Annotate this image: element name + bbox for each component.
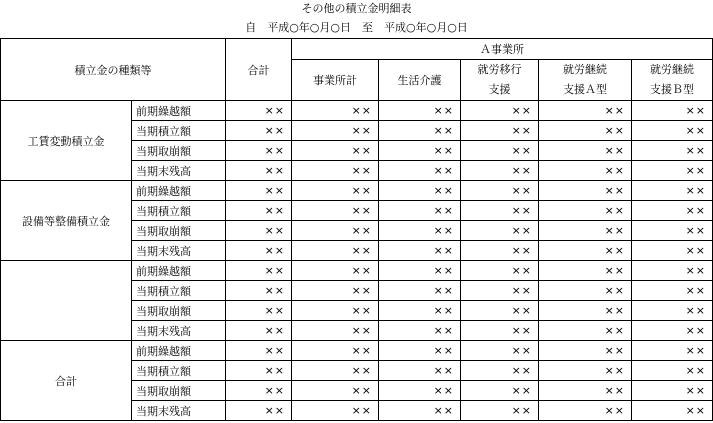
value-cell: ×× — [292, 361, 379, 381]
col-header-2 — [461, 60, 539, 101]
header-row-1 — [1, 39, 713, 60]
value-cell: ×× — [292, 181, 379, 201]
value-cell: ×× — [461, 181, 539, 201]
row-label: 前期繰越額 — [132, 101, 226, 121]
value-cell: ×× — [539, 141, 632, 161]
col-header-4 — [632, 60, 713, 101]
office-header: Ａ事業所 — [292, 39, 713, 60]
value-cell: ×× — [539, 221, 632, 241]
col-header-2-line2: 支援 — [488, 83, 511, 96]
value-cell: ×× — [461, 401, 539, 421]
value-cell: ×× — [461, 141, 539, 161]
row-label: 当期末残高 — [132, 241, 226, 261]
value-cell: ×× — [226, 301, 292, 321]
value-cell: ×× — [292, 321, 379, 341]
value-cell: ×× — [226, 181, 292, 201]
row-label: 当期取崩額 — [132, 381, 226, 401]
value-cell: ×× — [226, 321, 292, 341]
value-cell: ×× — [226, 161, 292, 181]
value-cell: ×× — [379, 301, 461, 321]
value-cell: ×× — [632, 381, 713, 401]
value-cell: ×× — [379, 181, 461, 201]
value-cell: ×× — [226, 101, 292, 121]
value-cell: ×× — [292, 141, 379, 161]
row-label: 当期積立額 — [132, 281, 226, 301]
value-cell: ×× — [539, 381, 632, 401]
value-cell: ×× — [379, 141, 461, 161]
total-header: 合計 — [226, 39, 292, 101]
value-cell: ×× — [379, 101, 461, 121]
value-cell: ×× — [226, 261, 292, 281]
value-cell: ×× — [461, 361, 539, 381]
value-cell: ×× — [379, 381, 461, 401]
value-cell: ×× — [539, 101, 632, 121]
value-cell: ×× — [632, 301, 713, 321]
value-cell: ×× — [292, 121, 379, 141]
value-cell: ×× — [292, 261, 379, 281]
value-cell: ×× — [461, 301, 539, 321]
row-label: 当期積立額 — [132, 201, 226, 221]
col-header-0: 事業所計 — [292, 60, 379, 101]
row-label: 当期取崩額 — [132, 141, 226, 161]
value-cell: ×× — [632, 101, 713, 121]
col-header-2-line1: 就労移行 — [477, 63, 522, 76]
value-cell: ×× — [539, 241, 632, 261]
value-cell: ×× — [539, 361, 632, 381]
value-cell: ×× — [632, 341, 713, 361]
value-cell: ×× — [632, 221, 713, 241]
value-cell: ×× — [379, 321, 461, 341]
table-row — [1, 181, 713, 201]
value-cell: ×× — [226, 121, 292, 141]
table-row — [1, 261, 713, 281]
value-cell: ×× — [539, 341, 632, 361]
value-cell: ×× — [539, 301, 632, 321]
value-cell: ×× — [292, 161, 379, 181]
value-cell: ×× — [632, 121, 713, 141]
value-cell: ×× — [226, 141, 292, 161]
value-cell: ×× — [292, 221, 379, 241]
value-cell: ×× — [292, 201, 379, 221]
value-cell: ×× — [632, 201, 713, 221]
reserve-detail-table — [0, 38, 713, 421]
value-cell: ×× — [461, 261, 539, 281]
value-cell: ×× — [379, 201, 461, 221]
value-cell: ×× — [539, 281, 632, 301]
period-line: 自 平成○年○月○日 至 平成○年○月○日 — [245, 21, 468, 34]
value-cell: ×× — [461, 281, 539, 301]
table-row — [1, 101, 713, 121]
row-label: 当期末残高 — [132, 401, 226, 421]
value-cell: ×× — [539, 201, 632, 221]
value-cell: ×× — [632, 261, 713, 281]
value-cell: ×× — [632, 241, 713, 261]
value-cell: ×× — [292, 281, 379, 301]
value-cell: ×× — [226, 401, 292, 421]
value-cell: ×× — [461, 321, 539, 341]
value-cell: ×× — [461, 241, 539, 261]
row-label: 当期取崩額 — [132, 221, 226, 241]
value-cell: ×× — [539, 261, 632, 281]
group-label — [1, 261, 132, 341]
value-cell: ×× — [226, 221, 292, 241]
value-cell: ×× — [292, 241, 379, 261]
col-header-1: 生活介護 — [379, 60, 461, 101]
value-cell: ×× — [379, 221, 461, 241]
group-label: 合計 — [1, 341, 132, 421]
value-cell: ×× — [379, 341, 461, 361]
row-label: 前期繰越額 — [132, 261, 226, 281]
value-cell: ×× — [379, 361, 461, 381]
value-cell: ×× — [226, 341, 292, 361]
value-cell: ×× — [226, 241, 292, 261]
group-label: 設備等整備積立金 — [1, 181, 132, 261]
group-label: 工賃変動積立金 — [1, 101, 132, 181]
value-cell: ×× — [461, 341, 539, 361]
value-cell: ×× — [539, 161, 632, 181]
value-cell: ×× — [226, 381, 292, 401]
row-label: 前期繰越額 — [132, 341, 226, 361]
value-cell: ×× — [379, 401, 461, 421]
value-cell: ×× — [461, 381, 539, 401]
value-cell: ×× — [226, 361, 292, 381]
value-cell: ×× — [292, 301, 379, 321]
col-header-3 — [539, 60, 632, 101]
value-cell: ×× — [632, 401, 713, 421]
value-cell: ×× — [379, 281, 461, 301]
value-cell: ×× — [539, 321, 632, 341]
value-cell: ×× — [632, 321, 713, 341]
value-cell: ×× — [461, 101, 539, 121]
value-cell: ×× — [379, 241, 461, 261]
value-cell: ×× — [632, 181, 713, 201]
type-header: 積立金の種類等 — [1, 39, 226, 101]
table-row — [1, 341, 713, 361]
row-label: 当期末残高 — [132, 161, 226, 181]
row-label: 当期取崩額 — [132, 301, 226, 321]
value-cell: ×× — [292, 381, 379, 401]
row-label: 当期末残高 — [132, 321, 226, 341]
value-cell: ×× — [226, 281, 292, 301]
value-cell: ×× — [539, 121, 632, 141]
value-cell: ×× — [461, 121, 539, 141]
value-cell: ×× — [632, 161, 713, 181]
col-header-4-line2: 支援Ｂ型 — [650, 83, 694, 96]
value-cell: ×× — [292, 341, 379, 361]
value-cell: ×× — [632, 361, 713, 381]
value-cell: ×× — [292, 401, 379, 421]
value-cell: ×× — [379, 161, 461, 181]
document-title: その他の積立金明細表 — [301, 2, 412, 15]
value-cell: ×× — [461, 161, 539, 181]
row-label: 当期積立額 — [132, 361, 226, 381]
value-cell: ×× — [539, 181, 632, 201]
value-cell: ×× — [379, 121, 461, 141]
value-cell: ×× — [226, 201, 292, 221]
value-cell: ×× — [539, 401, 632, 421]
row-label: 当期積立額 — [132, 121, 226, 141]
col-header-4-line1: 就労継続 — [650, 63, 694, 76]
col-header-3-line2: 支援Ａ型 — [563, 83, 607, 96]
col-header-3-line1: 就労継続 — [563, 63, 607, 76]
table-body — [1, 39, 713, 421]
value-cell: ×× — [632, 281, 713, 301]
row-label: 前期繰越額 — [132, 181, 226, 201]
value-cell: ×× — [292, 101, 379, 121]
value-cell: ×× — [632, 141, 713, 161]
value-cell: ×× — [461, 221, 539, 241]
value-cell: ×× — [379, 261, 461, 281]
value-cell: ×× — [461, 201, 539, 221]
